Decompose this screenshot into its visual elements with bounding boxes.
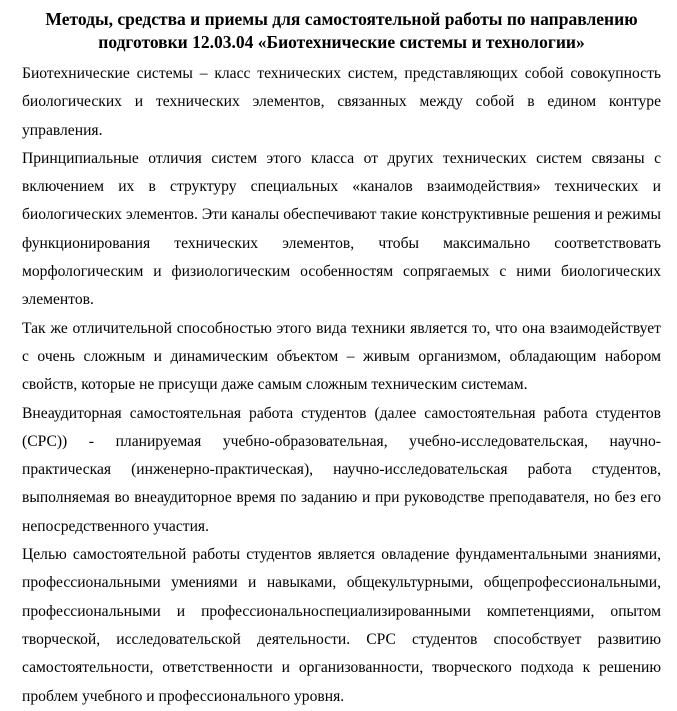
paragraph-srs-definition: Внеаудиторная самостоятельная работа студентов (далее самостоятельная работа студентов (СРС)) - планируемая учебно-образовательная, учебно-исследовательская, научно-практическая (инженерно-практическая), научно-исследовательская работа студентов, выполняемая во внеаудиторное время по заданию и при руководстве преподавателя, но без его непосредственного участия.: [22, 404, 661, 535]
paragraph-srs-goal: Целью самостоятельной работы студентов является овладение фундаментальными знаниями, профессиональными умениями и навыками, общекультурными, общепрофессиональными, профессиональными и профессиональноспециализированными компетенциями, опытом творческой, исследовательской деятельности. СРС студентов способствует развитию самостоятельности, ответственности и организованности, творческого подхода к решению проблем учебного и профессионального уровня.: [22, 546, 661, 705]
document-title: Методы, средства и приемы для самостоятельной работы по направлению подготовки 12.03.04 «Биотехнические системы и технологии»: [45, 9, 638, 52]
paragraph-differences: Принципиальные отличия систем этого класса от других технических систем связаны с включением их в структуру специальных «каналов взаимодействия» технических и биологических элементов. Эти каналы обеспечивают такие конструктивные решения и режимы функционирования технических элементов, чтобы максимально соответствовать морфологическим и физиологическим особенностям сопрягаемых с ними биологических элементов.: [22, 149, 661, 309]
paragraph-definition: Биотехнические системы – класс технических систем, представляющих собой совокупность биологических и технических элементов, связанных между собой в едином контуре управления.: [22, 65, 661, 139]
paragraph-distinctive-ability: Так же отличительной способностью этого вида техники является то, что она взаимодействует с очень сложным и динамическим объектом – живым организмом, обладающим набором свойств, которые не присущи даже самым сложным техническим системам.: [22, 319, 661, 394]
